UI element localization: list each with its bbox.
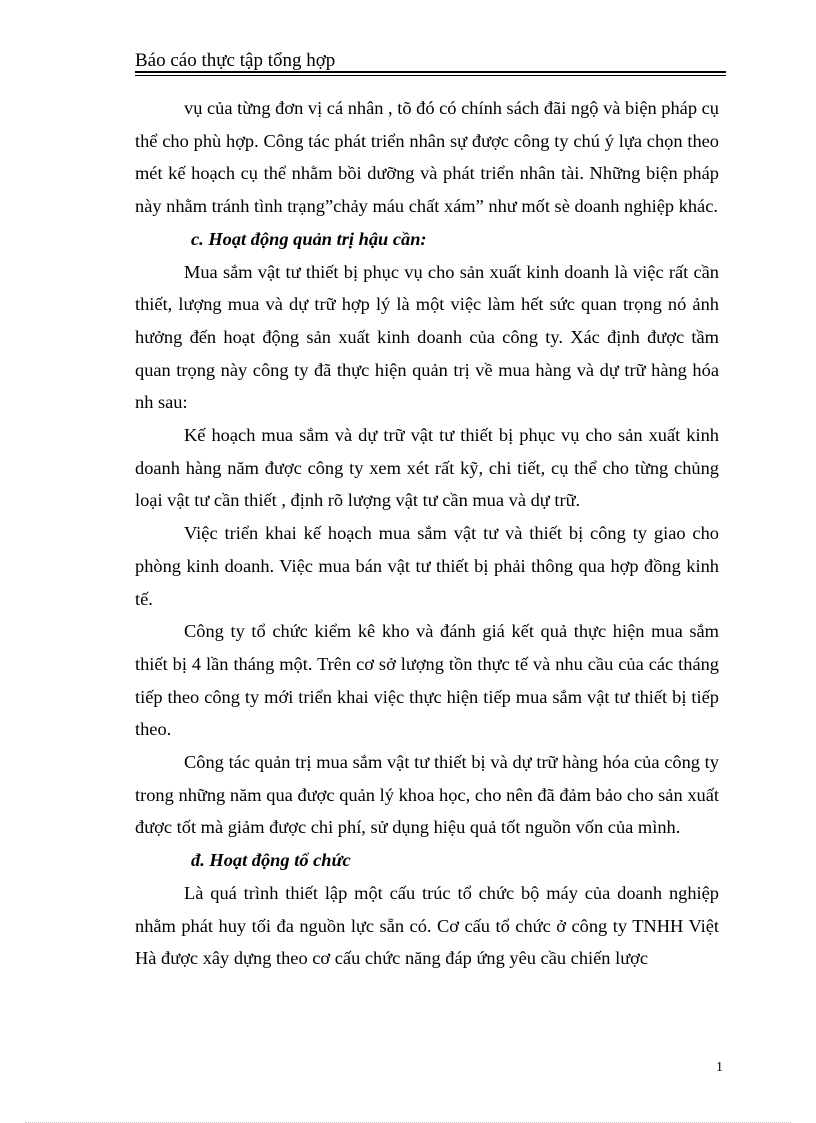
paragraph-procurement-intro: Mua sắm vật tư thiết bị phục vụ cho sản xuất kinh doanh là việc rất cần thiết, lượng mua và dự trữ hợp lý là một việc làm hết sức quan trọng nó ảnh hưởng đến hoạt động sản xuất kinh doanh của công ty. Xác định được tầm quan trọng này công ty đã thực hiện quản trị về mua hàng và dự trữ hàng hóa nh sau: [135, 261, 719, 413]
paragraph-hr-development: vụ của từng đơn vị cá nhân , tõ đó có chính sách đãi ngộ và biện pháp cụ thể cho phù hợp. Công tác phát triển nhân sự được công ty chú ý lựa chọn theo mét kế hoạch cụ thể nhằm bồi dưỡng và phát triển nhân tài. Những biện pháp này nhằm tránh tình trạng”chảy máu chất xám” như mốt sè doanh nghiệp khác. [135, 98, 719, 217]
paragraph-inventory-check: Công ty tổ chức kiểm kê kho và đánh giá kết quả thực hiện mua sắm thiết bị 4 lần tháng một. Trên cơ sở lượng tồn thực tế và nhu cầu của các tháng tiếp theo công ty mới triển khai việc thực hiện tiếp mua sắm vật tư thiết bị tiếp theo. [135, 621, 719, 740]
paragraph-procurement-result: Công tác quản trị mua sắm vật tư thiết bị và dự trữ hàng hóa của công ty trong những năm qua được quản lý khoa học, cho nên đã đảm bảo cho sản xuất được tốt mà giảm được chi phí, sử dụng hiệu quả tốt nguồn vốn của mình. [135, 752, 719, 838]
document-body [135, 92, 719, 975]
paragraph-organization: Là quá trình thiết lập một cấu trúc tổ chức bộ máy của doanh nghiệp nhằm phát huy tối đa nguồn lực sẵn có. Cơ cấu tổ chức ở công ty TNHH Việt Hà được xây dựng theo cơ cấu chức năng đáp ứng yêu cầu chiến lược [135, 882, 719, 969]
page-number: 1 [716, 1060, 723, 1075]
header-title: Báo cáo thực tập tổng hợp [135, 50, 336, 71]
paragraph-procurement-plan: Kế hoạch mua sắm và dự trữ vật tư thiết bị phục vụ cho sản xuất kinh doanh hàng năm được công ty xem xét rất kỹ, chi tiết, cụ thể cho từng chủng loại vật tư cần thiết , định rõ lượng vật tư cần mua và dự trữ. [135, 425, 719, 511]
section-heading-organization: đ. Hoạt động tổ chức [191, 850, 351, 871]
paragraph-procurement-execution: Việc triển khai kế hoạch mua sắm vật tư và thiết bị công ty giao cho phòng kinh doanh. Việc mua bán vật tư thiết bị phải thông qua hợp đồng kinh tế. [135, 523, 719, 609]
section-heading-logistics: c. Hoạt động quản trị hậu cần: [191, 228, 427, 249]
header-rule-thin [135, 75, 726, 76]
header-rule-thick [135, 71, 726, 73]
